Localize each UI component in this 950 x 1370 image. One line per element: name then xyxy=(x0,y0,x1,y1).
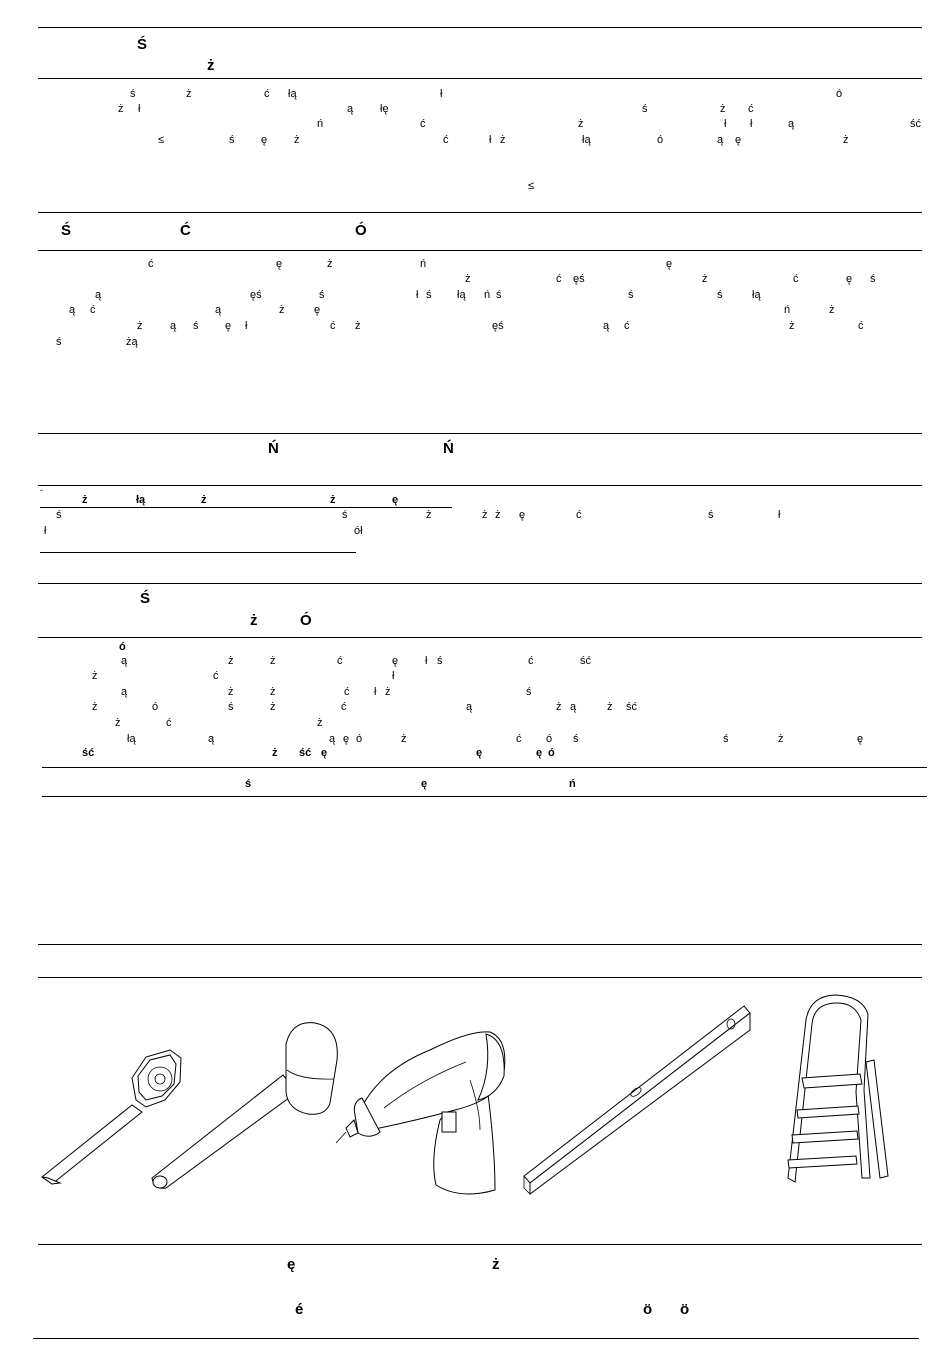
section-1-heading: ż xyxy=(207,57,215,74)
glyph: ś xyxy=(708,509,714,521)
glyph: ó xyxy=(836,88,843,100)
glyph: ń xyxy=(317,118,324,130)
glyph: ż xyxy=(720,103,726,115)
glyph: ę xyxy=(392,655,399,667)
glyph: ć xyxy=(443,134,449,146)
dash-mark: - xyxy=(40,485,43,495)
glyph: ł xyxy=(245,320,248,332)
glyph: ś xyxy=(56,509,62,521)
footer-glyph: ö xyxy=(680,1301,690,1318)
glyph: ć xyxy=(516,733,522,745)
section-3-heading: Ń xyxy=(268,440,279,457)
glyph: ł xyxy=(750,118,753,130)
glyph: ć xyxy=(420,118,426,130)
footer-glyph: ż xyxy=(492,1256,500,1273)
glyph: ś xyxy=(193,320,199,332)
glyph: ł xyxy=(489,134,492,146)
glyph: ń xyxy=(420,258,427,270)
glyph: ń xyxy=(784,304,791,316)
glyph: ż xyxy=(829,304,835,316)
glyph: ż xyxy=(330,494,336,506)
glyph: ą xyxy=(69,304,76,316)
glyph: ż xyxy=(272,747,278,759)
glyph: ó xyxy=(152,701,159,713)
glyph: ć xyxy=(528,655,534,667)
glyph: ę xyxy=(276,258,283,270)
glyph: ść xyxy=(626,701,637,713)
glyph: ż xyxy=(500,134,506,146)
glyph: ł xyxy=(392,670,395,682)
glyph: ś xyxy=(870,273,876,285)
glyph: ś xyxy=(319,289,325,301)
glyph: ż xyxy=(228,686,234,698)
glyph: łę xyxy=(380,103,389,115)
glyph: ą xyxy=(347,103,354,115)
glyph: ż xyxy=(92,701,98,713)
glyph: łą xyxy=(582,134,591,146)
glyph: ć xyxy=(858,320,864,332)
glyph: ≤ xyxy=(528,180,535,192)
glyph: ć xyxy=(330,320,336,332)
spirit-level-icon xyxy=(524,1006,750,1194)
section-2-heading: Ć xyxy=(180,222,191,239)
glyph: ć xyxy=(341,701,347,713)
glyph: ęś xyxy=(250,289,262,301)
glyph: ż xyxy=(186,88,192,100)
glyph: ć xyxy=(337,655,343,667)
glyph: ł xyxy=(425,655,428,667)
glyph: żą xyxy=(126,336,138,348)
glyph: ś xyxy=(628,289,634,301)
glyph: ć xyxy=(556,273,562,285)
glyph: ą xyxy=(208,733,215,745)
table-header-cell: ń xyxy=(569,778,576,790)
glyph: ż xyxy=(789,320,795,332)
glyph: ż xyxy=(270,701,276,713)
glyph: ć xyxy=(793,273,799,285)
mallet-icon xyxy=(152,1023,337,1189)
glyph: ę xyxy=(392,494,399,506)
glyph: łą xyxy=(457,289,466,301)
glyph: ż xyxy=(279,304,285,316)
glyph: ż xyxy=(201,494,207,506)
section-4-heading: Ó xyxy=(300,612,312,629)
glyph: ż xyxy=(778,733,784,745)
glyph: ę xyxy=(225,320,232,332)
glyph: ć xyxy=(90,304,96,316)
glyph: ś xyxy=(526,686,532,698)
glyph: ż xyxy=(607,701,613,713)
glyph: ł xyxy=(138,103,141,115)
glyph: ż xyxy=(327,258,333,270)
glyph: łą xyxy=(288,88,297,100)
table-header-cell: ę xyxy=(421,778,428,790)
glyph: ą xyxy=(466,701,473,713)
glyph: ć xyxy=(213,670,219,682)
glyph: ś xyxy=(426,289,432,301)
glyph: ą xyxy=(121,686,128,698)
glyph: ż xyxy=(82,494,88,506)
glyph: ę xyxy=(343,733,350,745)
section-1-heading: Ś xyxy=(137,36,148,53)
glyph: ś xyxy=(229,134,235,146)
glyph: ż xyxy=(270,686,276,698)
glyph: ą xyxy=(570,701,577,713)
glyph: ęś xyxy=(573,273,585,285)
glyph: ć xyxy=(748,103,754,115)
footer-glyph: é xyxy=(295,1301,304,1318)
glyph: ę xyxy=(846,273,853,285)
glyph: ż xyxy=(294,134,300,146)
glyph: ć xyxy=(576,509,582,521)
glyph: ą xyxy=(215,304,222,316)
glyph: ń xyxy=(484,289,491,301)
glyph: ó xyxy=(548,747,555,759)
glyph: ż xyxy=(495,509,501,521)
glyph: ęś xyxy=(492,320,504,332)
glyph: ż xyxy=(426,509,432,521)
step-ladder-icon xyxy=(788,995,888,1182)
glyph: łą xyxy=(752,289,761,301)
drill-icon xyxy=(336,1032,505,1194)
glyph: ść xyxy=(910,118,921,130)
glyph: ć xyxy=(264,88,270,100)
glyph: ś xyxy=(437,655,443,667)
glyph: ść xyxy=(580,655,591,667)
glyph: ż xyxy=(578,118,584,130)
glyph: ż xyxy=(137,320,143,332)
glyph: ś xyxy=(717,289,723,301)
glyph: ę xyxy=(321,747,328,759)
glyph: ł xyxy=(440,88,443,100)
glyph: ą xyxy=(788,118,795,130)
glyph: ś xyxy=(228,701,234,713)
glyph: ę xyxy=(536,747,543,759)
glyph: ą xyxy=(121,655,128,667)
glyph: ż xyxy=(115,717,121,729)
glyph: ę xyxy=(519,509,526,521)
glyph: ż xyxy=(385,686,391,698)
glyph: ś xyxy=(642,103,648,115)
glyph: ć xyxy=(148,258,154,270)
glyph: ść xyxy=(299,747,312,759)
glyph: ę xyxy=(476,747,483,759)
section-4-heading: ż xyxy=(250,612,258,629)
glyph: ł xyxy=(374,686,377,698)
table-header-cell: ś xyxy=(245,778,252,790)
glyph: ć xyxy=(344,686,350,698)
glyph: ł xyxy=(724,118,727,130)
glyph: ś xyxy=(56,336,62,348)
glyph: ł xyxy=(416,289,419,301)
footer-glyph: ö xyxy=(643,1301,653,1318)
glyph: ż xyxy=(317,717,323,729)
glyph: ż xyxy=(228,655,234,667)
glyph: ż xyxy=(482,509,488,521)
glyph: ż xyxy=(270,655,276,667)
section-4-heading: Ś xyxy=(140,590,151,607)
glyph: ≤ xyxy=(158,134,165,146)
glyph: ł xyxy=(778,509,781,521)
section-2-heading: Ó xyxy=(355,222,367,239)
glyph: ę xyxy=(314,304,321,316)
glyph: ż xyxy=(465,273,471,285)
glyph: ż xyxy=(92,670,98,682)
glyph: ś xyxy=(130,88,136,100)
section-2-heading: Ś xyxy=(61,222,72,239)
glyph: ż xyxy=(355,320,361,332)
glyph: ć xyxy=(624,320,630,332)
glyph: ć xyxy=(166,717,172,729)
footer-glyph: ę xyxy=(287,1256,296,1273)
glyph: ż xyxy=(843,134,849,146)
glyph: ż xyxy=(556,701,562,713)
tape-measure-icon xyxy=(42,1050,181,1184)
glyph: ó xyxy=(657,134,664,146)
glyph: ą xyxy=(329,733,336,745)
glyph: ę xyxy=(857,733,864,745)
glyph: ś xyxy=(342,509,348,521)
glyph: ę xyxy=(261,134,268,146)
glyph: ś xyxy=(723,733,729,745)
glyph: ó xyxy=(546,733,553,745)
glyph: ś xyxy=(573,733,579,745)
glyph: łą xyxy=(136,494,146,506)
glyph: ś xyxy=(496,289,502,301)
glyph: ą xyxy=(95,289,102,301)
glyph: ó xyxy=(119,641,126,653)
glyph: ą xyxy=(717,134,724,146)
glyph: ż xyxy=(118,103,124,115)
glyph: ą xyxy=(170,320,177,332)
section-3-heading: Ń xyxy=(443,440,454,457)
glyph: ż xyxy=(401,733,407,745)
glyph: ół xyxy=(354,525,363,537)
glyph: ę xyxy=(666,258,673,270)
glyph: ż xyxy=(702,273,708,285)
glyph: ó xyxy=(356,733,363,745)
glyph: ę xyxy=(735,134,742,146)
glyph: ść xyxy=(82,747,95,759)
glyph: łą xyxy=(127,733,136,745)
glyph: ł xyxy=(44,525,47,537)
glyph: ą xyxy=(603,320,610,332)
